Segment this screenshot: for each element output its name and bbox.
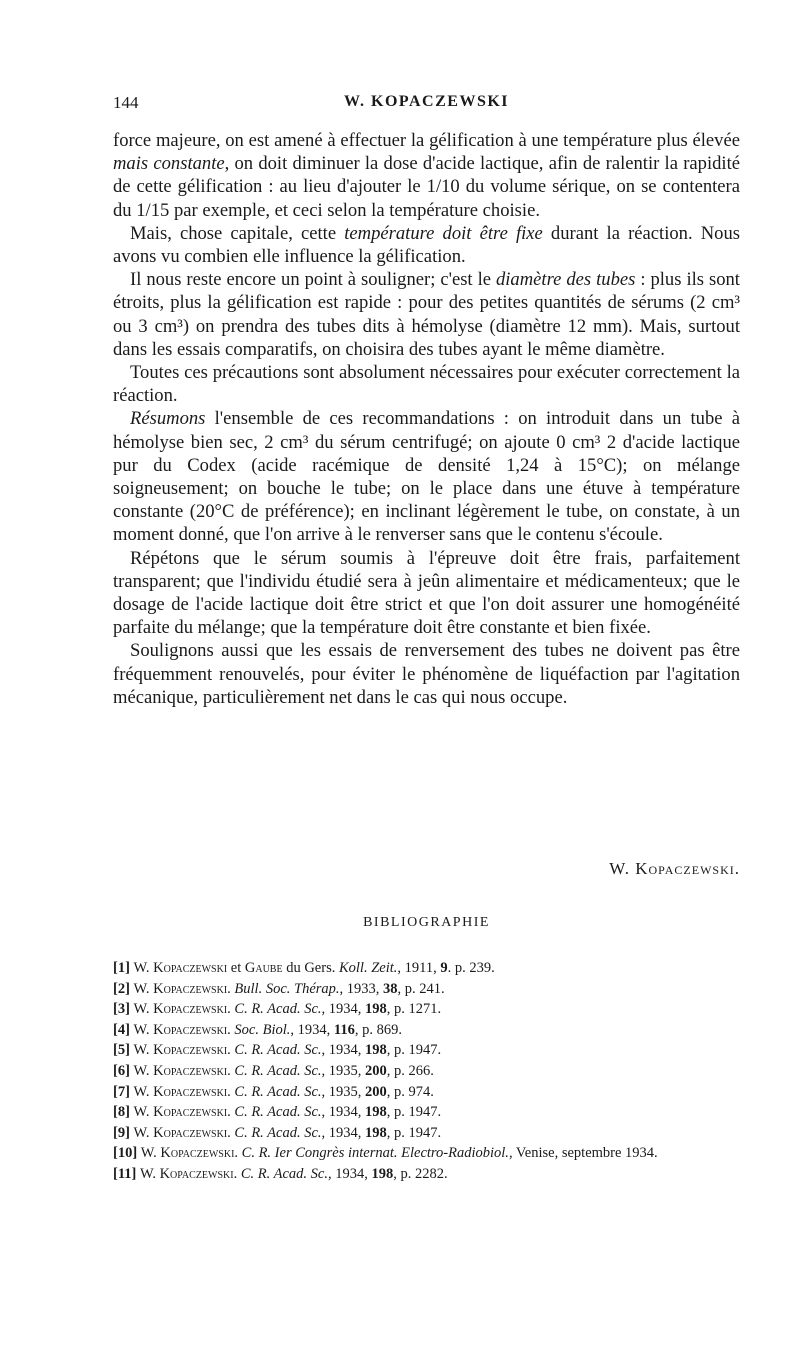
entry-number: [1] (113, 960, 130, 976)
entry-separator: . (227, 1021, 235, 1038)
page-header (113, 93, 740, 119)
entry-number: [3] (113, 1001, 130, 1018)
entry-volume: 200 (365, 1062, 387, 1079)
entry-number: [6] (113, 1062, 130, 1079)
entry-author: W. Kopaczewski (133, 1104, 228, 1121)
entry-page: , p. 974. (386, 1083, 434, 1100)
entry-page: , p. 1271. (386, 1001, 442, 1018)
paragraph: Il nous reste encore un point à souligner; c'est le diamètre des tubes : plus ils sont étroits, plus la gélification est rapide : pour des petites quantités de sérums (2 cm³ ou 3 cm³) on prendra des tubes dits à hémolyse (diamètre 12 mm). Mais, surtout dans les essais comparatifs, on choisira des tubes ayant le même diamètre. (113, 269, 740, 360)
bibliography-title: BIBLIOGRAPHIE (363, 915, 490, 930)
author-signature: W. Kopaczewski. (609, 859, 740, 878)
bibliography-entry (113, 958, 743, 979)
entry-volume: 198 (365, 1001, 387, 1018)
paragraph-continuation: force majeure, on est amené à effectuer la gélification à une température plus élevée mais constante, on doit diminuer la dose d'acide lactique, afin de ralentir la rapidité de cette gélification : au lieu d'ajouter le 1/10 du volume sérique, on se contentera du 1/15 par exemple, et ceci selon la température choisie. (113, 130, 740, 221)
entry-author: W. Kopaczewski (133, 1083, 228, 1100)
entry-year: , 1933, (339, 980, 384, 997)
entry-journal: Soc. Biol. (234, 1021, 291, 1038)
article-body (113, 129, 740, 709)
entry-separator: . (227, 1062, 235, 1079)
entry-year: , 1934, (321, 1042, 366, 1059)
bibliography-entry (113, 1082, 743, 1103)
entry-separator: . (227, 1104, 235, 1121)
paragraph: Résumons l'ensemble de ces recommandations : on introduit dans un tube à hémolyse bien sec, 2 cm³ du sérum centrifugé; on ajoute 0 cm³ 2 d'acide lactique pur du Codex (acide racémique de densité 1,24 à 15°C); on mélange soigneusement; on bouche le tube; on le place dans une étuve à température constante (20°C de préférence); en inclinant légèrement le tube, on constate, à un moment donné, que l'on arrive à le renverser sans que le contenu s'écoule. (113, 408, 740, 546)
entry-separator: . (227, 1042, 235, 1059)
bibliography-entry (113, 1143, 743, 1164)
bibliography-entry (113, 1164, 743, 1185)
paragraph: Mais, chose capitale, cette température doit être fixe durant la réaction. Nous avons vu combien elle influence la gélification. (113, 222, 741, 268)
entry-journal: Bull. Soc. Thérap. (234, 980, 340, 997)
entry-year: , 1934, (290, 1021, 334, 1038)
entry-journal: C. R. Acad. Sc. (234, 1083, 322, 1100)
entry-year: , 1911, (397, 960, 441, 976)
bibliography-entry (113, 979, 743, 1000)
entry-separator: . (234, 1145, 242, 1162)
entry-author: W. Kopaczewski (133, 960, 228, 976)
entry-number: [9] (113, 1124, 130, 1141)
entry-number: [11] (113, 1165, 137, 1182)
running-head: W. KOPACZEWSKI (343, 93, 510, 110)
entry-author: W. Kopaczewski (133, 1021, 228, 1038)
entry-journal: C. R. Acad. Sc. (234, 1124, 322, 1141)
entry-separator: du Gers. (282, 960, 339, 976)
entry-journal: C. R. Acad. Sc. (234, 1062, 322, 1079)
emphasis: Résumons (130, 408, 206, 430)
entry-journal: C. R. Acad. Sc. (234, 1042, 322, 1059)
entry-separator: . (227, 1124, 235, 1141)
bibliography-entry (113, 1040, 743, 1061)
entry-number: [10] (113, 1145, 138, 1162)
entry-year: , 1934, (321, 1001, 366, 1018)
entry-page: , p. 869. (354, 1021, 402, 1038)
emphasis: mais constante (113, 153, 225, 175)
paragraph: Toutes ces précautions sont absolument nécessaires pour exécuter correctement la réaction. (113, 362, 740, 407)
entry-year: , Venise, septembre 1934. (508, 1145, 658, 1162)
paragraph: Répétons que le sérum soumis à l'épreuve doit être frais, parfaitement transparent; que l'individu étudié sera à jeûn alimentaire et médicamenteux; que le dosage de l'acide lactique doit être strict et que l'on doit assurer une homogénéité parfaite du mélange; que la température doit être constante et bien fixée. (113, 547, 740, 639)
entry-separator: . (227, 1001, 235, 1018)
entry-page: , p. 266. (386, 1062, 434, 1079)
entry-journal: Koll. Zeit. (338, 960, 398, 976)
entry-separator: . (227, 980, 235, 997)
entry-author: W. Kopaczewski (133, 1062, 228, 1079)
entry-number: [5] (113, 1042, 130, 1059)
entry-separator: et (227, 960, 245, 976)
entry-author: W. Kopaczewski (139, 1165, 234, 1182)
entry-number: [7] (113, 1083, 130, 1100)
entry-volume: 9 (440, 960, 448, 976)
bibliography-entry (113, 1020, 743, 1041)
entry-year: , 1934, (321, 1104, 366, 1121)
entry-page: , p. 241. (397, 980, 445, 997)
entry-journal: C. R. Acad. Sc. (234, 1104, 322, 1121)
entry-journal: C. R. Ier Congrès internat. Electro-Radiobiol. (241, 1145, 509, 1162)
bibliography-entry (113, 1102, 743, 1123)
bibliography-entry (113, 999, 743, 1020)
entry-volume: 200 (365, 1083, 387, 1100)
paragraph: Soulignons aussi que les essais de renversement des tubes ne doivent pas être fréquemment renouvelés, pour éviter le phénomène de liquéfaction par l'agitation mécanique, particulièrement net dans le cas qui nous occupe. (113, 640, 740, 708)
entry-year: , 1934, (327, 1165, 372, 1182)
emphasis: diamètre des tubes (495, 269, 636, 291)
emphasis: température doit être fixe (344, 222, 543, 244)
entry-author: W. Kopaczewski (133, 980, 228, 997)
entry-year: , 1935, (321, 1083, 366, 1100)
entry-page: , p. 1947. (386, 1042, 442, 1059)
entry-journal: C. R. Acad. Sc. (234, 1001, 322, 1018)
entry-author: W. Kopaczewski (133, 1001, 228, 1018)
bibliography-entry (113, 1061, 743, 1082)
entry-author: W. Kopaczewski (133, 1042, 228, 1059)
entry-page: . p. 239. (447, 960, 495, 976)
entry-page: , p. 1947. (386, 1124, 442, 1141)
entry-coauthor: Gaube (244, 960, 283, 976)
page-number: 144 (113, 93, 139, 112)
entry-author: W. Kopaczewski (140, 1145, 235, 1162)
bibliography-list (113, 958, 743, 1185)
entry-volume: 116 (333, 1021, 355, 1038)
entry-number: [2] (113, 980, 130, 997)
entry-volume: 198 (365, 1104, 387, 1121)
entry-volume: 198 (371, 1165, 394, 1182)
entry-separator: . (227, 1083, 235, 1100)
entry-year: , 1935, (321, 1062, 366, 1079)
entry-separator: . (233, 1165, 241, 1182)
entry-volume: 198 (365, 1042, 387, 1059)
bibliography-entry (113, 1123, 743, 1144)
entry-author: W. Kopaczewski (133, 1124, 228, 1141)
entry-volume: 198 (365, 1124, 387, 1141)
entry-page: , p. 1947. (386, 1104, 442, 1121)
entry-journal: C. R. Acad. Sc. (240, 1165, 328, 1182)
entry-number: [4] (113, 1021, 130, 1038)
entry-page: , p. 2282. (393, 1165, 448, 1182)
entry-year: , 1934, (321, 1124, 366, 1141)
entry-volume: 38 (383, 980, 398, 997)
entry-number: [8] (113, 1104, 130, 1121)
